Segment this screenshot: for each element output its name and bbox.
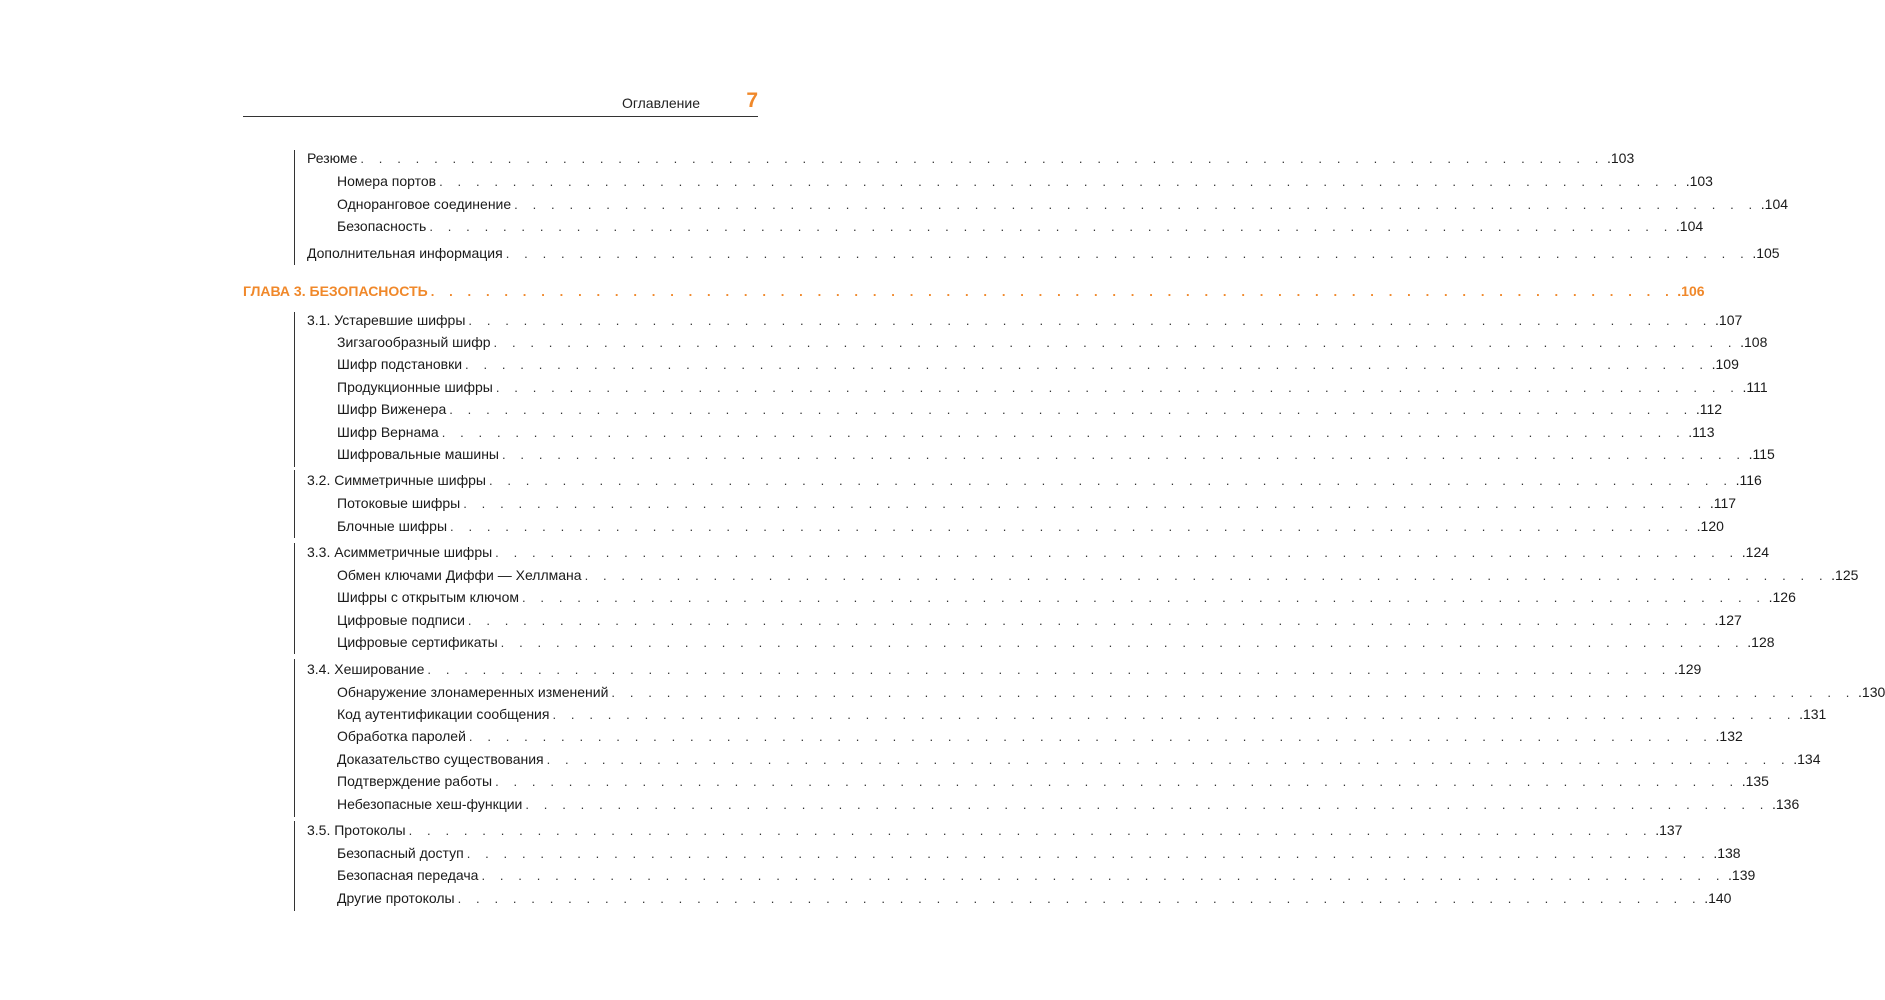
dot-leader: . . . . . . . . . . . . . . . . . . . . . . . . . . . . . . . . . . . . . . . . . . . . . . . . . . . . . . . . . . . . . . . . . . . . — [611, 685, 1856, 700]
toc-entry-label: Подтверждение работы — [337, 773, 493, 789]
toc-entry-page: .116 — [1735, 472, 1762, 488]
toc-entry[interactable] — [307, 148, 1635, 168]
toc-entry-page: .138 — [1713, 845, 1741, 861]
toc-entry-page: .120 — [1696, 518, 1724, 534]
dot-leader: . . . . . . . . . . . . . . . . . . . . . . . . . . . . . . . . . . . . . . . . . . . . . . . . . . . . . . . . . . . . . . . . . . . . — [465, 357, 1709, 372]
toc-entry[interactable] — [337, 726, 1743, 746]
dot-leader: . . . . . . . . . . . . . . . . . . . . . . . . . . . . . . . . . . . . . . . . . . . . . . . . . . . . . . . . . . . . . . . . . . . . — [439, 174, 1683, 189]
toc-entry[interactable] — [337, 171, 1713, 191]
toc-entry[interactable] — [337, 749, 1821, 769]
dot-leader: . . . . . . . . . . . . . . . . . . . . . . . . . . . . . . . . . . . . . . . . . . . . . . . . . . . . . . . . . . . . . . . . . . . . — [450, 519, 1694, 534]
dot-leader: . . . . . . . . . . . . . . . . . . . . . . . . . . . . . . . . . . . . . . . . . . . . . . . . . . . . . . . . . . . . . . . . . . . . — [522, 590, 1766, 605]
toc-entry-label: Обмен ключами Диффи — Хеллмана — [337, 567, 582, 583]
toc-entry[interactable] — [337, 704, 1827, 724]
toc-entry-label: Безопасная передача — [337, 867, 479, 883]
toc-entry-page: .137 — [1655, 822, 1683, 838]
toc-entry[interactable] — [337, 377, 1768, 397]
toc-entry-page: .136 — [1771, 796, 1800, 812]
toc-entry-label: Доказательство существования — [337, 751, 544, 767]
toc-entry-label: Код аутентификации сообщения — [337, 706, 550, 722]
toc-entry-page: .139 — [1728, 867, 1756, 883]
toc-entry-page: .132 — [1715, 728, 1743, 744]
dot-leader: . . . . . . . . . . . . . . . . . . . . . . . . . . . . . . . . . . . . . . . . . . . . . . . . . . . . . . . . . . . . . . . . . . . . — [514, 197, 1758, 212]
toc-entry-label: 3.5. Протоколы — [307, 822, 406, 838]
toc-entry[interactable] — [337, 493, 1737, 513]
toc-entry-label: Обнаружение злонамеренных изменений — [337, 684, 609, 700]
toc-entry-page: .134 — [1793, 751, 1821, 767]
dot-leader: . . . . . . . . . . . . . . . . . . . . . . . . . . . . . . . . . . . . . . . . . . . . . . . . . . . . . . . . . . . . . . . . . . . . — [495, 545, 1739, 560]
toc-entry-label: Шифр Виженера — [337, 401, 447, 417]
toc-entry-label: Шифры с открытым ключом — [337, 589, 519, 605]
toc-entry[interactable] — [307, 470, 1762, 490]
toc-entry[interactable] — [337, 194, 1789, 214]
dot-leader: . . . . . . . . . . . . . . . . . . . . . . . . . . . . . . . . . . . . . . . . . . . . . . . . . . . . . . . . . . . . . . . . . . . . — [481, 868, 1726, 883]
dot-leader: . . . . . . . . . . . . . . . . . . . . . . . . . . . . . . . . . . . . . . . . . . . . . . . . . . . . . . . . . . . . . . . . . . . . — [488, 473, 1733, 488]
toc-entry-label: Зигзагообразный шифр — [337, 334, 491, 350]
dot-leader: . . . . . . . . . . . . . . . . . . . . . . . . . . . . . . . . . . . . . . . . . . . . . . . . . . . . . . . . . . . . . . . . . . . . — [468, 313, 1713, 328]
toc-entry[interactable] — [337, 682, 1885, 702]
toc-entry[interactable] — [307, 243, 1780, 263]
toc-entry[interactable] — [337, 216, 1704, 236]
toc-entry[interactable] — [307, 310, 1743, 330]
dot-leader: . . . . . . . . . . . . . . . . . . . . . . . . . . . . . . . . . . . . . . . . . . . . . . . . . . . . . . . . . . . . . . . . . . . . — [552, 707, 1797, 722]
toc-entry-label: Резюме — [307, 150, 358, 166]
toc-entry-page: .104 — [1760, 196, 1789, 212]
dot-leader: . . . . . . . . . . . . . . . . . . . . . . . . . . . . . . . . . . . . . . . . . . . . . . . . . . . . . . . . . . . . . . . . . . . . — [468, 729, 1713, 744]
dot-leader: . . . . . . . . . . . . . . . . . . . . . . . . . . . . . . . . . . . . . . . . . . . . . . . . . . . . . . . . . . . . . . . . . . . . — [493, 335, 1738, 350]
toc-entry[interactable] — [307, 659, 1702, 679]
dot-leader: . . . . . . . . . . . . . . . . . . . . . . . . . . . . . . . . . . . . . . . . . . . . . . . . . . . . . . . . . . . . . . . . . . . . — [495, 380, 1740, 395]
toc-entry-page: .109 — [1711, 356, 1739, 372]
toc-entry[interactable] — [337, 422, 1715, 442]
dot-leader: . . . . . . . . . . . . . . . . . . . . . . . . . . . . . . . . . . . . . . . . . . . . . . . . . . . . . . . . . . . . . . . . . . . . — [360, 151, 1604, 166]
dot-leader: . . . . . . . . . . . . . . . . . . . . . . . . . . . . . . . . . . . . . . . . . . . . . . . . . . . . . . . . . . . . . . . . . . . . — [441, 425, 1686, 440]
toc-entry-page: .131 — [1799, 706, 1827, 722]
toc-entry[interactable] — [337, 332, 1768, 352]
toc-entry-page: .103 — [1606, 150, 1635, 166]
header-title: Оглавление — [621, 95, 700, 111]
toc-entry-page: .113 — [1688, 424, 1715, 440]
toc-entry-label: 3.3. Асимметричные шифры — [307, 544, 493, 560]
toc-entry-label: Обработка паролей — [337, 728, 466, 744]
toc-entry-page: .126 — [1768, 589, 1796, 605]
toc-entry-page: .129 — [1674, 661, 1702, 677]
section-bar — [294, 470, 295, 538]
toc-entry-page: .104 — [1675, 218, 1704, 234]
toc-entry-label: Потоковые шифры — [337, 495, 461, 511]
toc-entry-label: Одноранговое соединение — [337, 196, 512, 212]
toc-entry[interactable] — [337, 516, 1724, 536]
toc-entry-page: .103 — [1685, 173, 1713, 189]
section-bar — [294, 150, 295, 265]
toc-entry-label: Безопасный доступ — [337, 845, 464, 861]
toc-entry-label: Цифровые подписи — [337, 612, 465, 628]
dot-leader: . . . . . . . . . . . . . . . . . . . . . . . . . . . . . . . . . . . . . . . . . . . . . . . . . . . . . . . . . . . . . . . . . . . . — [466, 846, 1711, 861]
toc-entry[interactable] — [337, 632, 1775, 652]
toc-entry-page: .127 — [1714, 612, 1742, 628]
toc-entry-label: Цифровые сертификаты — [337, 634, 498, 650]
toc-entry[interactable] — [337, 444, 1775, 464]
dot-leader: . . . . . . . . . . . . . . . . . . . . . . . . . . . . . . . . . . . . . . . . . . . . . . . . . . . . . . . . . . . . . . . . . . . . — [502, 447, 1746, 462]
dot-leader: . . . . . . . . . . . . . . . . . . . . . . . . . . . . . . . . . . . . . . . . . . . . . . . . . . . . . . . . . . . . . . . . . . . . — [525, 797, 1769, 812]
toc-entry-page: .128 — [1747, 634, 1775, 650]
dot-leader: . . . . . . . . . . . . . . . . . . . . . . . . . . . . . . . . . . . . . . . . . . . . . . . . . . . . . . . . . . . . . . . . . . . . — [505, 246, 1750, 261]
toc-entry-page: .107 — [1715, 312, 1743, 328]
toc-entry[interactable] — [337, 888, 1732, 908]
toc-entry-page: .108 — [1740, 334, 1768, 350]
toc-entry-label: Другие протоколы — [337, 890, 455, 906]
toc-entry-label: 3.4. Хеширование — [307, 661, 425, 677]
dot-leader: . . . . . . . . . . . . . . . . . . . . . . . . . . . . . . . . . . . . . . . . . . . . . . . . . . . . . . . . . . . . . . . . . . . . — [463, 496, 1707, 511]
toc-entry-page: .111 — [1742, 379, 1768, 395]
toc-entry[interactable] — [337, 399, 1723, 419]
toc-entry[interactable] — [337, 587, 1796, 607]
toc-entry-page: .125 — [1831, 567, 1859, 583]
toc-entry-page: .135 — [1741, 773, 1769, 789]
toc-entry-page: .124 — [1741, 544, 1770, 560]
toc-entry-label: Шифр Вернама — [337, 424, 439, 440]
dot-leader: . . . . . . . . . . . . . . . . . . . . . . . . . . . . . . . . . . . . . . . . . . . . . . . . . . . . . . . . . . . . . . . . . . . . — [430, 284, 1675, 299]
toc-entry-page: .140 — [1704, 890, 1732, 906]
toc-entry[interactable] — [307, 542, 1770, 562]
dot-leader: . . . . . . . . . . . . . . . . . . . . . . . . . . . . . . . . . . . . . . . . . . . . . . . . . . . . . . . . . . . . . . . . . . . . — [427, 662, 1672, 677]
toc-entry-label: Блочные шифры — [337, 518, 448, 534]
toc-entry[interactable] — [337, 843, 1741, 863]
toc-entry[interactable] — [337, 771, 1769, 791]
section-bar — [294, 543, 295, 654]
toc-entry-label: 3.1. Устаревшие шифры — [307, 312, 466, 328]
dot-leader: . . . . . . . . . . . . . . . . . . . . . . . . . . . . . . . . . . . . . . . . . . . . . . . . . . . . . . . . . . . . . . . . . . . . — [495, 774, 1739, 789]
toc-entry-page: .106 — [1677, 283, 1705, 299]
toc-entry[interactable] — [337, 610, 1742, 630]
toc-entry-label: 3.2. Симметричные шифры — [307, 472, 486, 488]
toc-entry-label: Номера портов — [337, 173, 437, 189]
section-bar — [294, 821, 295, 911]
toc-entry-label: Дополнительная информация — [307, 245, 503, 261]
dot-leader: . . . . . . . . . . . . . . . . . . . . . . . . . . . . . . . . . . . . . . . . . . . . . . . . . . . . . . . . . . . . . . . . . . . . — [467, 613, 1712, 628]
toc-entry[interactable] — [337, 865, 1756, 885]
dot-leader: . . . . . . . . . . . . . . . . . . . . . . . . . . . . . . . . . . . . . . . . . . . . . . . . . . . . . . . . . . . . . . . . . . . . — [457, 891, 1702, 906]
dot-leader: . . . . . . . . . . . . . . . . . . . . . . . . . . . . . . . . . . . . . . . . . . . . . . . . . . . . . . . . . . . . . . . . . . . . — [449, 402, 1693, 417]
toc-entry-page: .112 — [1695, 401, 1723, 417]
dot-leader: . . . . . . . . . . . . . . . . . . . . . . . . . . . . . . . . . . . . . . . . . . . . . . . . . . . . . . . . . . . . . . . . . . . . — [500, 635, 1745, 650]
toc-entry-page: .117 — [1709, 495, 1737, 511]
toc-entry-label: Шифровальные машины — [337, 446, 499, 462]
toc-entry[interactable] — [307, 820, 1683, 840]
toc-entry[interactable] — [337, 565, 1859, 585]
toc-entry-page: .130 — [1858, 684, 1885, 700]
dot-leader: . . . . . . . . . . . . . . . . . . . . . . . . . . . . . . . . . . . . . . . . . . . . . . . . . . . . . . . . . . . . . . . . . . . . — [429, 219, 1673, 234]
dot-leader: . . . . . . . . . . . . . . . . . . . . . . . . . . . . . . . . . . . . . . . . . . . . . . . . . . . . . . . . . . . . . . . . . . . . — [546, 752, 1791, 767]
toc-entry[interactable] — [337, 794, 1800, 814]
toc-chapter-entry[interactable] — [243, 281, 1705, 301]
toc-entry-page: .115 — [1748, 446, 1775, 462]
dot-leader: . . . . . . . . . . . . . . . . . . . . . . . . . . . . . . . . . . . . . . . . . . . . . . . . . . . . . . . . . . . . . . . . . . . . — [408, 823, 1653, 838]
toc-entry-label: ГЛАВА 3. БЕЗОПАСНОСТЬ — [243, 283, 428, 299]
section-bar — [294, 312, 295, 467]
toc-entry-label: Небезопасные хеш-функции — [337, 796, 523, 812]
toc-entry-page: .105 — [1752, 245, 1780, 261]
toc-entry-label: Безопасность — [337, 218, 427, 234]
header-page-number: 7 — [746, 89, 758, 112]
toc-entry-label: Продукционные шифры — [337, 379, 493, 395]
dot-leader: . . . . . . . . . . . . . . . . . . . . . . . . . . . . . . . . . . . . . . . . . . . . . . . . . . . . . . . . . . . . . . . . . . . . — [584, 568, 1829, 583]
section-bar — [294, 659, 295, 817]
toc-entry[interactable] — [337, 354, 1739, 374]
toc-entry-label: Шифр подстановки — [337, 356, 463, 372]
